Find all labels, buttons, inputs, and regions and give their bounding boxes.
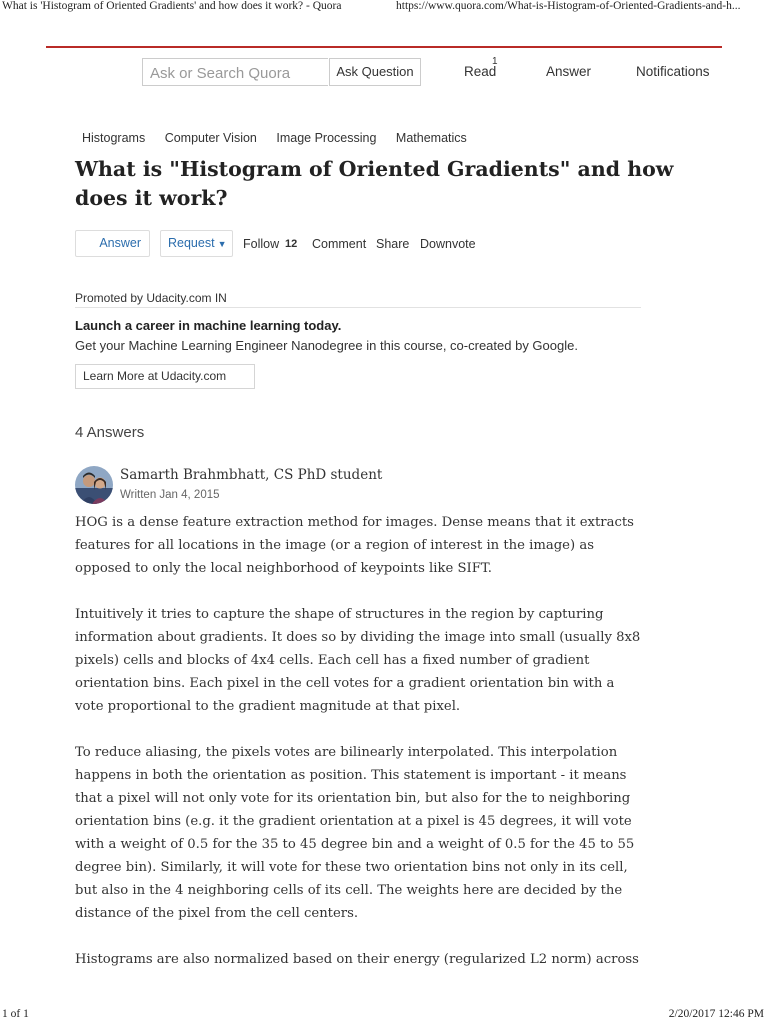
print-header: [0, 0, 768, 16]
downvote-button[interactable]: Downvote: [420, 237, 476, 251]
answer-line: happens in both the orientation as position. This statement is important - it means: [75, 768, 627, 783]
search-input[interactable]: Ask or Search Quora: [142, 58, 328, 86]
answer-line: information about gradients. It does so by dividing the image into small (usually 8x8: [75, 630, 641, 645]
answer-line: vote proportional to the gradient magnitude at that pixel.: [75, 699, 461, 714]
share-button[interactable]: Share: [376, 237, 410, 251]
promo-divider: [75, 307, 641, 308]
topic-tag[interactable]: Histograms: [82, 131, 146, 145]
answer-line: pixels) cells and blocks of 4x4 cells. Each cell has a fixed number of gradient: [75, 653, 590, 668]
answer-line: degree bin). Similarly, it will vote for these two orientation bins not only in its cell,: [75, 860, 628, 875]
answer-paragraph: [75, 948, 655, 971]
request-button-label: Request: [168, 236, 215, 250]
answer-line: that a pixel will not only vote for its orientation bin, but also for the to neighboring: [75, 791, 631, 806]
topic-tag[interactable]: Mathematics: [395, 131, 467, 145]
answer-button-label: Answer: [99, 236, 141, 250]
learn-more-button[interactable]: Learn More at Udacity.com: [75, 364, 255, 389]
ask-question-button[interactable]: Ask Question: [329, 58, 421, 86]
answer-line: orientation bins. Each pixel in the cell votes for a gradient orientation bin with a: [75, 676, 615, 691]
author-avatar[interactable]: [75, 466, 113, 504]
topic-tag[interactable]: Computer Vision: [164, 131, 257, 145]
answer-line: Histograms are also normalized based on their energy (regularized L2 norm) across: [75, 952, 639, 967]
answer-button[interactable]: [75, 230, 150, 257]
caret-down-icon: ▼: [217, 239, 227, 249]
answer-body: [75, 511, 655, 994]
ad-body: Get your Machine Learning Engineer Nanodegree in this course, co-created by Google.: [75, 338, 578, 353]
topic-list: [82, 131, 483, 145]
follow-button[interactable]: Follow: [243, 237, 280, 251]
nav-notifications[interactable]: Notifications: [636, 64, 710, 79]
answer-line: with a weight of 0.5 for the 35 to 45 degree bin and a weight of 0.5 for the 45 to 55: [75, 837, 635, 852]
answer-line: opposed to only the local neighborhood of keypoints like SIFT.: [75, 561, 492, 576]
answer-line: HOG is a dense feature extraction method for images. Dense means that it extracts: [75, 515, 634, 530]
print-datetime: 2/20/2017 12:46 PM: [668, 1008, 764, 1020]
answer-paragraph: [75, 603, 655, 718]
nav-answer[interactable]: Answer: [546, 64, 592, 79]
comment-button[interactable]: Comment: [312, 237, 367, 251]
answer-line: distance of the pixel from the cell centers.: [75, 906, 359, 921]
question-title: What is "Histogram of Oriented Gradients" and how does it work?: [75, 157, 674, 210]
request-button[interactable]: [160, 230, 233, 257]
promoted-by-label[interactable]: Promoted by Udacity.com IN: [75, 291, 227, 305]
print-page-count: 1 of 1: [2, 1008, 29, 1020]
answer-line: Intuitively it tries to capture the shape of structures in the region by capturing: [75, 607, 604, 622]
print-page-url: https://www.quora.com/What-is-Histogram-of-Oriented-Gradients-and-h...: [396, 0, 741, 12]
answer-date[interactable]: Written Jan 4, 2015: [120, 489, 220, 501]
answer-line: To reduce aliasing, the pixels votes are bilinearly interpolated. This interpolation: [75, 745, 618, 760]
nav-read[interactable]: Read: [464, 64, 497, 79]
header-divider: [46, 46, 722, 48]
answer-paragraph: [75, 741, 655, 925]
answers-count: 4 Answers: [75, 424, 145, 441]
answer-paragraph: [75, 511, 655, 580]
follow-count: 12: [285, 238, 298, 250]
read-notification-badge: 1: [492, 56, 498, 67]
print-page-title: What is 'Histogram of Oriented Gradients' and how does it work? - Quora: [2, 0, 342, 12]
answer-line: orientation bins (e.g. it the gradient orientation at a pixel is 45 degrees, it will vote: [75, 814, 632, 829]
print-footer: [0, 1008, 768, 1024]
topic-tag[interactable]: Image Processing: [276, 131, 377, 145]
answer-line: but also in the 4 neighboring cells of its cell. The weights here are decided by the: [75, 883, 623, 898]
avatar-photo-icon: [75, 466, 113, 504]
answer-line: features for all locations in the image (or a region of interest in the image) as: [75, 538, 594, 553]
ad-title[interactable]: Launch a career in machine learning today.: [75, 318, 342, 333]
author-name[interactable]: Samarth Brahmbhatt, CS PhD student: [120, 467, 383, 483]
